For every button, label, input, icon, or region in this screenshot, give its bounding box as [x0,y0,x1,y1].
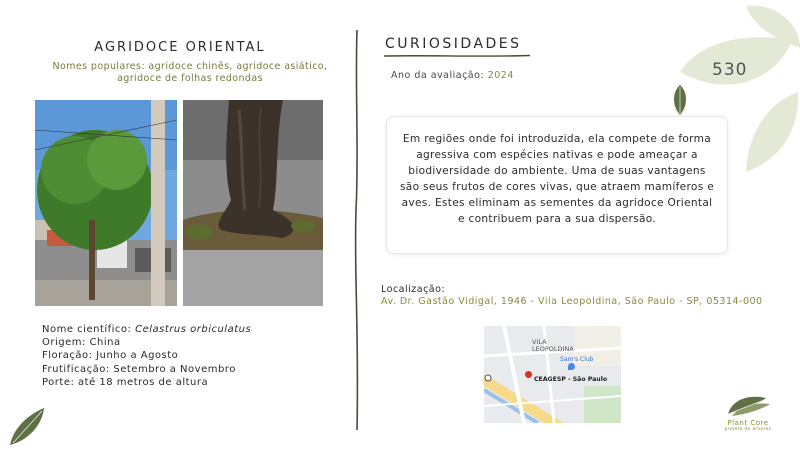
fruiting-row: Frutificação: Setembro a Novembro [42,363,236,375]
plant-facts [42,323,251,389]
curiosity-card [386,116,728,254]
size-row: Porte: até 18 metros de altura [42,376,209,388]
brand-name: Plant Core [727,419,769,427]
scientific-name-value: Celastrus orbiculatus [135,324,252,335]
map-district-label: VILA LEOPOLDINA [532,338,574,353]
flowering-row: Floração: Junho a Agosto [42,350,179,362]
location-address: Av. Dr. Gastão Vidigal, 1946 - Vila Leopoldina, São Paulo - SP, 05314-000 [381,296,763,307]
leaf-corner-icon [8,405,48,447]
shopping-pin-icon [568,363,575,370]
scientific-name-label: Nome científico: [42,324,132,335]
location-map[interactable] [484,326,621,423]
plant-photo-trunk [183,100,323,306]
column-divider [352,30,362,430]
evaluation-year [391,70,514,81]
map-place-label: Sam's Club [560,356,594,363]
popular-names: Nomes populares: agridoce chinês, agridoce asiático, agridoce de folhas redondas [52,61,328,84]
curiosity-text: Em regiões onde foi introduzida, ela compete de forma agressiva com espécies nativas e pode ameaçar a biodiversidade do ambiente. Uma de suas vantagens são seus frutos de cores vivas, que atraem mamíferos e aves. Estes eliminam as sementes da agridoce Oriental e contribuem para a sua dispersão. [399,133,715,225]
plant-title: AGRIDOCE ORIENTAL [94,40,266,55]
year-value: 2024 [487,70,514,81]
origin-row: Origem: China [42,337,121,349]
year-label: Ano da avaliação: [391,70,485,81]
small-leaf-icon [670,84,690,116]
location-pin-icon [525,371,532,378]
plant-photo-tree [35,100,177,306]
card-number: 530 [712,60,748,80]
map-target-label: CEAGESP - São Paulo [534,376,608,383]
brand-tagline: projeto de árvores [724,427,772,432]
title-underline [384,54,530,58]
plant-core-logo [718,390,778,418]
location-label: Localização: [381,284,446,295]
scientific-name-row [42,323,251,336]
curiosities-title: CURIOSIDADES [385,36,522,52]
